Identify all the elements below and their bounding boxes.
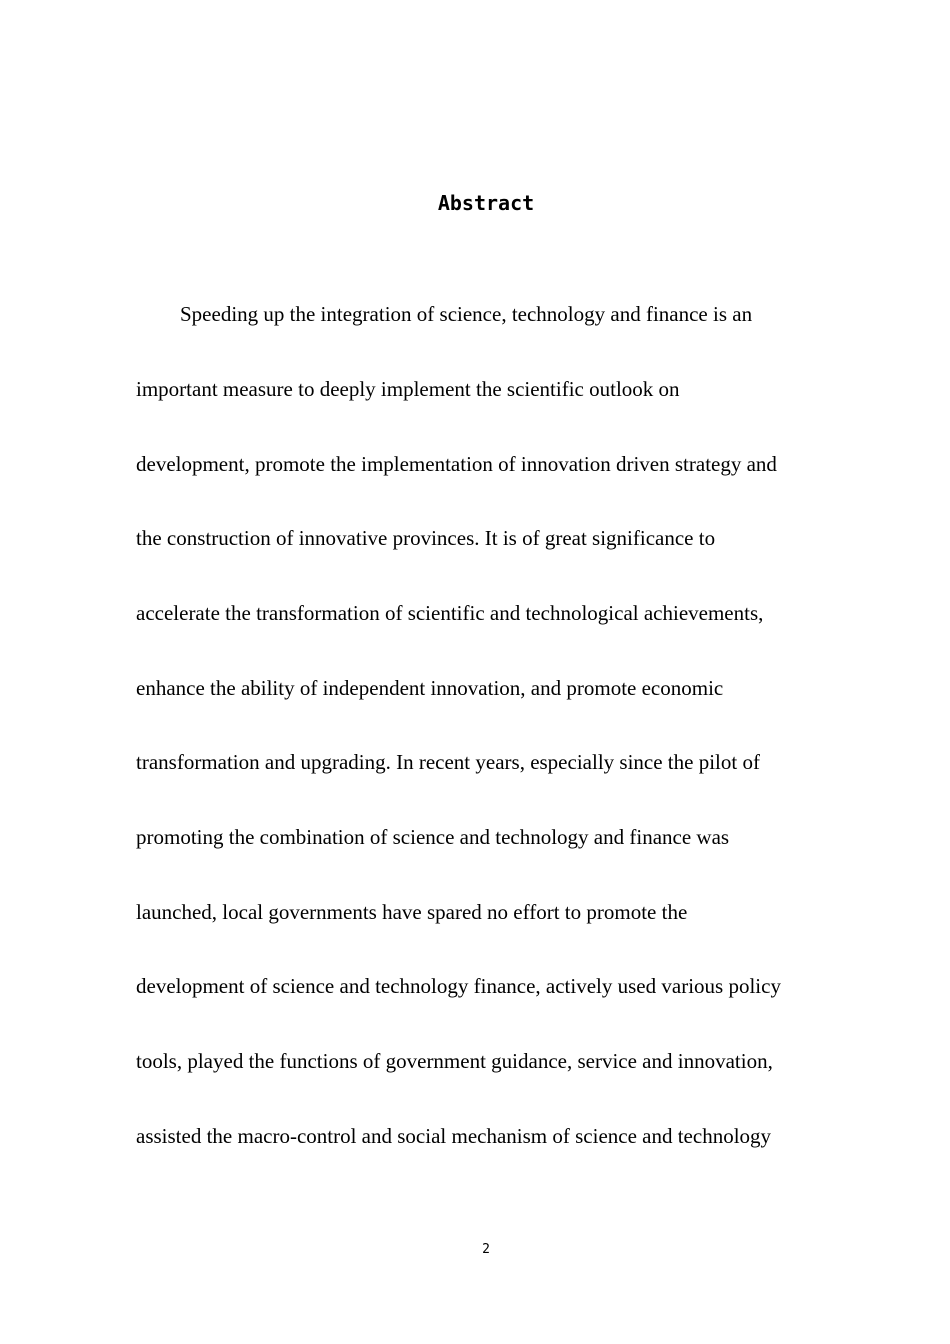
abstract-line: tools, played the functions of government guidance, service and innovation, (136, 1049, 773, 1073)
page-number: 2 (482, 1242, 490, 1257)
abstract-line: important measure to deeply implement the scientific outlook on (136, 377, 680, 401)
abstract-heading: Abstract (437, 191, 535, 215)
abstract-line: transformation and upgrading. In recent years, especially since the pilot of (136, 750, 760, 774)
abstract-line: launched, local governments have spared no effort to promote the (136, 900, 688, 924)
abstract-line: development, promote the implementation of innovation driven strategy and (136, 452, 777, 476)
abstract-line: enhance the ability of independent innovation, and promote economic (136, 676, 724, 700)
abstract-line: development of science and technology finance, actively used various policy (136, 974, 781, 998)
abstract-line: the construction of innovative provinces. It is of great significance to (136, 526, 716, 550)
abstract-line: Speeding up the integration of science, technology and finance is an (180, 302, 753, 326)
abstract-line: accelerate the transformation of scientific and technological achievements, (136, 601, 764, 625)
abstract-line: promoting the combination of science and technology and finance was (136, 825, 730, 849)
abstract-line: assisted the macro-control and social mechanism of science and technology (136, 1124, 772, 1148)
